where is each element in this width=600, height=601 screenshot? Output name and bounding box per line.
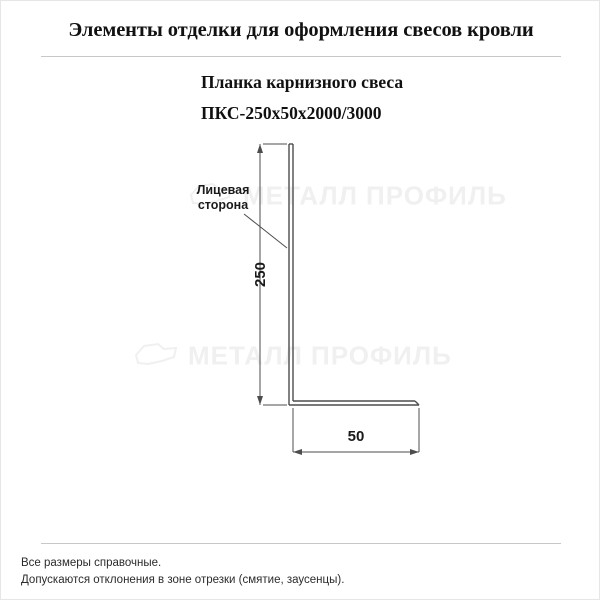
watermark-text: МЕТАЛЛ ПРОФИЛЬ bbox=[243, 180, 507, 211]
footer-note-1: Все размеры справочные. bbox=[21, 557, 162, 569]
leader-line bbox=[244, 214, 287, 248]
face-side-label-line2: сторона bbox=[197, 198, 249, 212]
product-name: Планка карнизного свеса bbox=[201, 72, 404, 92]
product-code: ПКС-250х50х2000/3000 bbox=[201, 103, 382, 123]
dimension-250-value: 250 bbox=[252, 261, 270, 288]
watermark-text: МЕТАЛЛ ПРОФИЛЬ bbox=[188, 340, 452, 371]
technical-drawing bbox=[1, 1, 600, 601]
face-side-label-line1: Лицевая bbox=[196, 183, 250, 197]
dimension-50-value: 50 bbox=[347, 428, 365, 445]
divider-bottom bbox=[41, 543, 561, 544]
footer-note-2: Допускаются отклонения в зоне отрезки (смятие, заусенцы). bbox=[21, 574, 345, 586]
face-side-label bbox=[181, 183, 265, 213]
page-title: Элементы отделки для оформления свесов кровли bbox=[68, 19, 534, 41]
profile-outline bbox=[289, 144, 419, 405]
